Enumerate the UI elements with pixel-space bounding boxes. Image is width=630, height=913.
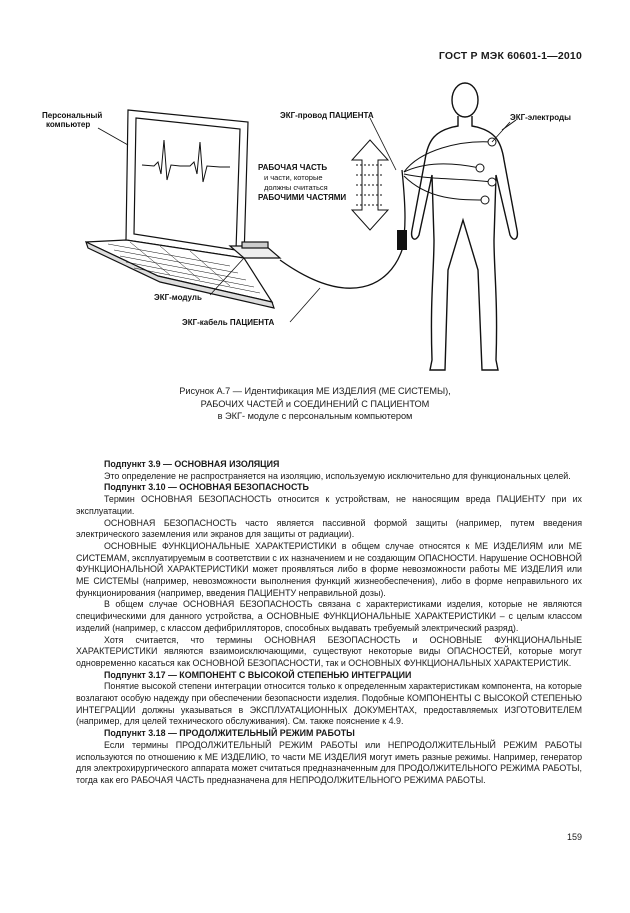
para-3-10-b: ОСНОВНАЯ БЕЗОПАСНОСТЬ часто является пассивной формой защиты (например, путем введения электрического заземления или экранов для защиты от радиации). [76, 517, 582, 540]
caption-line-1: Рисунок А.7 — Идентификация МЕ ИЗДЕЛИЯ (МЕ СИСТЕМЫ), [179, 386, 451, 396]
cable-connector [397, 230, 407, 250]
para-3-10-d: В общем случае ОСНОВНАЯ БЕЗОПАСНОСТЬ связана с характеристиками изделия, которые не являются специфическими для данного устройства, а ОСНОВНЫЕ ФУНКЦИОНАЛЬНЫЕ ХАРАКТЕРИСТИКИ – с целым классом изделий (например, с классом дефибрилляторов, способных выдавать требуемый электрический разряд). [76, 599, 582, 633]
label-applied-part-1: РАБОЧАЯ ЧАСТЬ [258, 163, 328, 172]
caption-line-3: в ЭКГ- модуле с персональным компьютером [217, 411, 413, 421]
heading-3-17: Подпункт 3.17 — КОМПОНЕНТ С ВЫСОКОЙ СТЕПЕНЬЮ ИНТЕГРАЦИИ [104, 669, 412, 680]
label-applied-part-4: РАБОЧИМИ ЧАСТЯМИ [258, 193, 347, 202]
heading-3-9: Подпункт 3.9 — ОСНОВНАЯ ИЗОЛЯЦИЯ [104, 459, 280, 469]
label-ecg-cable: ЭКГ-кабель ПАЦИЕНТА [182, 318, 275, 327]
patient-figure-illustration [412, 83, 518, 370]
label-applied-part-2: и части, которые [264, 173, 323, 182]
figure-ecg-pc [30, 70, 600, 380]
figure-caption [100, 385, 530, 423]
label-ecg-lead: ЭКГ-провод ПАЦИЕНТА [280, 111, 374, 120]
page-number: 159 [566, 832, 582, 842]
heading-3-10: Подпункт 3.10 — ОСНОВНАЯ БЕЗОПАСНОСТЬ [104, 482, 309, 493]
para-3-10-e: Хотя считается, что термины ОСНОВНАЯ БЕЗОПАСНОСТЬ и ОСНОВНЫЕ ФУНКЦИОНАЛЬНЫЕ ХАРАКТЕРИСТИКИ являются взаимоисключающими, существуют некоторые виды ОПАСНОСТЕЙ, которые могут одновременно касаться как ОСНОВНОЙ БЕЗОПАСНОСТИ, так и ОСНОВНЫХ ФУНКЦИОНАЛЬНЫХ ХАРАКТЕРИСТИК. [76, 634, 582, 668]
applied-part-arrow [352, 140, 388, 230]
label-ecg-module: ЭКГ-модуль [154, 293, 202, 302]
caption-line-2: РАБОЧИХ ЧАСТЕЙ и СОЕДИНЕНИЙ С ПАЦИЕНТОМ [200, 398, 430, 409]
heading-3-18: Подпункт 3.18 — ПРОДОЛЖИТЕЛЬНЫЙ РЕЖИМ РАБОТЫ [104, 728, 355, 739]
label-applied-part-3: должны считаться [264, 183, 328, 192]
standard-header: ГОСТ Р МЭК 60601-1—2010 [438, 50, 582, 62]
figure-drawing [30, 70, 600, 380]
para-3-17: Понятие высокой степени интеграции относится только к определенным характеристикам компонента, на которые возлагают особую надежду при обеспечении безопасности изделия. Подобные КОМПОНЕНТЫ С ВЫСОКОЙ СТЕПЕНЬЮ ИНТЕГРАЦИИ должны указываться в ЭКСПЛУАТАЦИОННЫХ ДОКУМЕНТАХ, предоставляемых ИЗГОТОВИТЕЛЕМ (например, для целей технического обслуживания). См. также пояснение к 4.9. [76, 681, 582, 727]
body-text [76, 459, 582, 787]
laptop-illustration [86, 110, 280, 308]
label-ecg-electrodes: ЭКГ-электроды [510, 113, 571, 122]
para-3-18: Если термины ПРОДОЛЖИТЕЛЬНЫЙ РЕЖИМ РАБОТЫ или НЕПРОДОЛЖИТЕЛЬНЫЙ РЕЖИМ РАБОТЫ используются по отношению к МЕ ИЗДЕЛИЮ, то части МЕ ИЗДЕЛИЯ могут иметь разные режимы. Например, генератор для электрохирургического аппарата может считаться предназначенным для ПРОДОЛЖИТЕЛЬНОГО РЕЖИМА РАБОТЫ, тогда как его РАБОЧАЯ ЧАСТЬ предназначена для НЕПРОДОЛЖИТЕЛЬНОГО РЕЖИМА РАБОТЫ. [76, 739, 582, 785]
para-3-10-c: ОСНОВНЫЕ ФУНКЦИОНАЛЬНЫЕ ХАРАКТЕРИСТИКИ в общем случае относятся к МЕ ИЗДЕЛИЯМ или МЕ СИСТЕМАМ, эксплуатируемым в соответствии с их назначением и не создающим ОПАСНОСТИ. Нарушение ОСНОВНОЙ ФУНКЦИОНАЛЬНОЙ ХАРАКТЕРИСТИКИ может проявляться либо в форме невозможности работы МЕ ИЗДЕЛИЯ или МЕ СИСТЕМЫ (например, невозможности выполнения функций жизнеобеспечения), либо в форме неправильного их функционирования (например, введения ПАЦИЕНТУ неправильной дозы). [76, 540, 582, 598]
para-3-10-a: Термин ОСНОВНАЯ БЕЗОПАСНОСТЬ относится к устройствам, не наносящим вреда ПАЦИЕНТУ при их эксплуатации. [76, 494, 582, 516]
label-pc-line1: Персональный [42, 111, 103, 120]
label-pc-line2: компьютер [46, 120, 91, 129]
para-3-9: Это определение не распространяется на изоляцию, используемую исключительно для функциональных целей. [104, 470, 571, 481]
